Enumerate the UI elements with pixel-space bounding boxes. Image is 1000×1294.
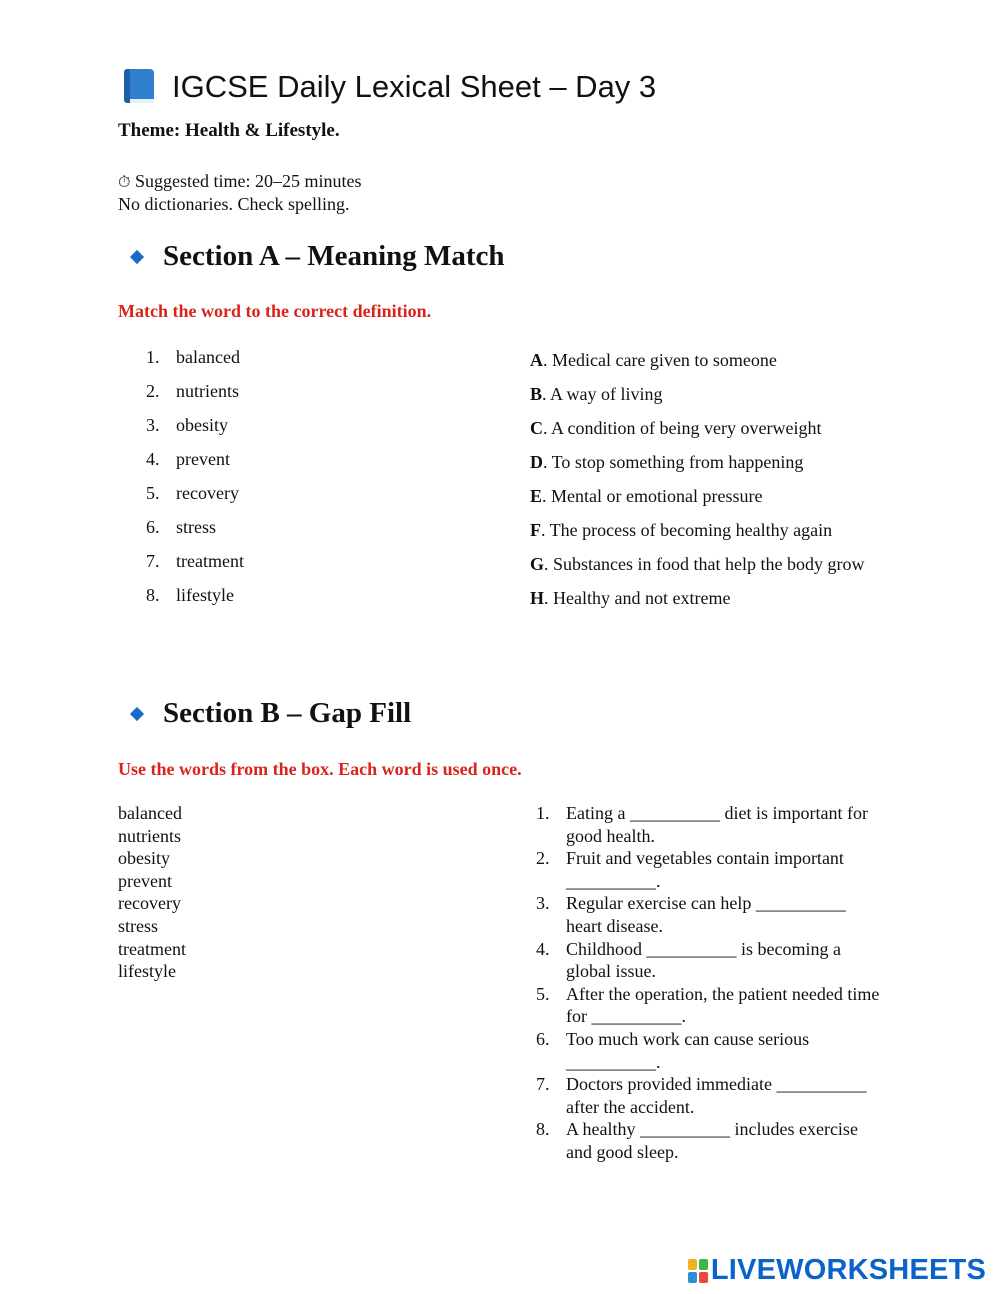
definition-item: A. Medical care given to someone xyxy=(530,350,777,370)
list-item: 6. stress xyxy=(146,517,216,537)
gap-sentence: 2. Fruit and vegetables contain important __________. xyxy=(536,848,844,891)
section-a-instruction: Match the word to the correct definition. xyxy=(118,301,432,321)
page-title: IGCSE Daily Lexical Sheet – Day 3 xyxy=(172,69,657,104)
logo-text: LIVEWORKSHEETS xyxy=(710,1254,986,1286)
section-b-instruction: Use the words from the box. Each word is used once. xyxy=(118,759,522,779)
diamond-bullet-icon xyxy=(130,249,144,263)
definition-item: C. A condition of being very overweight xyxy=(530,418,822,438)
logo-square xyxy=(688,1272,697,1283)
definition-item: B. A way of living xyxy=(530,384,663,404)
definition-item: E. Mental or emotional pressure xyxy=(530,486,763,506)
stopwatch-icon: ⏱ xyxy=(118,172,131,191)
list-item: 4. prevent xyxy=(146,449,230,469)
list-item: 1. balanced xyxy=(146,347,240,367)
list-item: 2. nutrients xyxy=(146,381,239,401)
section-a-title: Section A – Meaning Match xyxy=(163,240,505,272)
logo-square xyxy=(699,1272,708,1283)
suggested-time: Suggested time: 20–25 minutes xyxy=(134,171,362,191)
box-word: obesity xyxy=(118,848,170,869)
diamond-bullet-icon xyxy=(130,706,144,720)
box-word: nutrients xyxy=(118,825,181,846)
box-word: lifestyle xyxy=(118,961,176,982)
box-word: recovery xyxy=(118,893,181,914)
list-item: 3. obesity xyxy=(146,415,228,435)
gap-sentence: 4. Childhood __________ is becoming a global issue. xyxy=(536,938,841,982)
definition-item: H. Healthy and not extreme xyxy=(530,588,731,608)
gap-sentence: 6. Too much work can cause serious __________. xyxy=(536,1028,810,1072)
section-b-heading xyxy=(132,697,411,730)
section-a-definitions xyxy=(530,343,890,615)
rules-text: No dictionaries. Check spelling. xyxy=(118,194,350,214)
section-b-title: Section B – Gap Fill xyxy=(163,697,412,729)
list-item: 7. treatment xyxy=(146,551,244,571)
section-a-heading xyxy=(132,240,505,273)
definition-item: F. The process of becoming healthy again xyxy=(530,520,833,540)
section-a-word-list xyxy=(146,343,244,615)
gap-sentence: 1. Eating a __________ diet is important for good health. xyxy=(536,803,868,846)
list-item: 8. lifestyle xyxy=(146,585,234,605)
liveworksheets-logo[interactable] xyxy=(687,1254,986,1287)
definition-item: G. Substances in food that help the body grow xyxy=(530,554,865,574)
gap-fill-sentences xyxy=(536,802,881,1164)
gap-sentence: 3. Regular exercise can help __________ heart disease. xyxy=(536,893,846,936)
definition-item: D. To stop something from happening xyxy=(530,452,804,472)
gap-sentence: 8. A healthy __________ includes exercise and good sleep. xyxy=(536,1119,858,1162)
box-word: treatment xyxy=(118,938,186,959)
page-header xyxy=(122,62,656,112)
book-icon xyxy=(122,67,158,107)
logo-square xyxy=(688,1259,697,1270)
theme-label: Theme: Health & Lifestyle. xyxy=(118,120,340,141)
box-word: balanced xyxy=(118,803,182,823)
list-item: 5. recovery xyxy=(146,483,239,503)
box-word: prevent xyxy=(118,870,172,891)
instructions-block xyxy=(118,170,361,216)
box-word: stress xyxy=(118,915,158,936)
gap-sentence: 5. After the operation, the patient needed time for __________. xyxy=(536,983,880,1027)
word-box xyxy=(118,802,186,983)
logo-square xyxy=(699,1259,708,1270)
gap-sentence: 7. Doctors provided immediate __________ after the accident. xyxy=(536,1074,867,1117)
liveworksheets-logo-icon xyxy=(687,1258,709,1284)
